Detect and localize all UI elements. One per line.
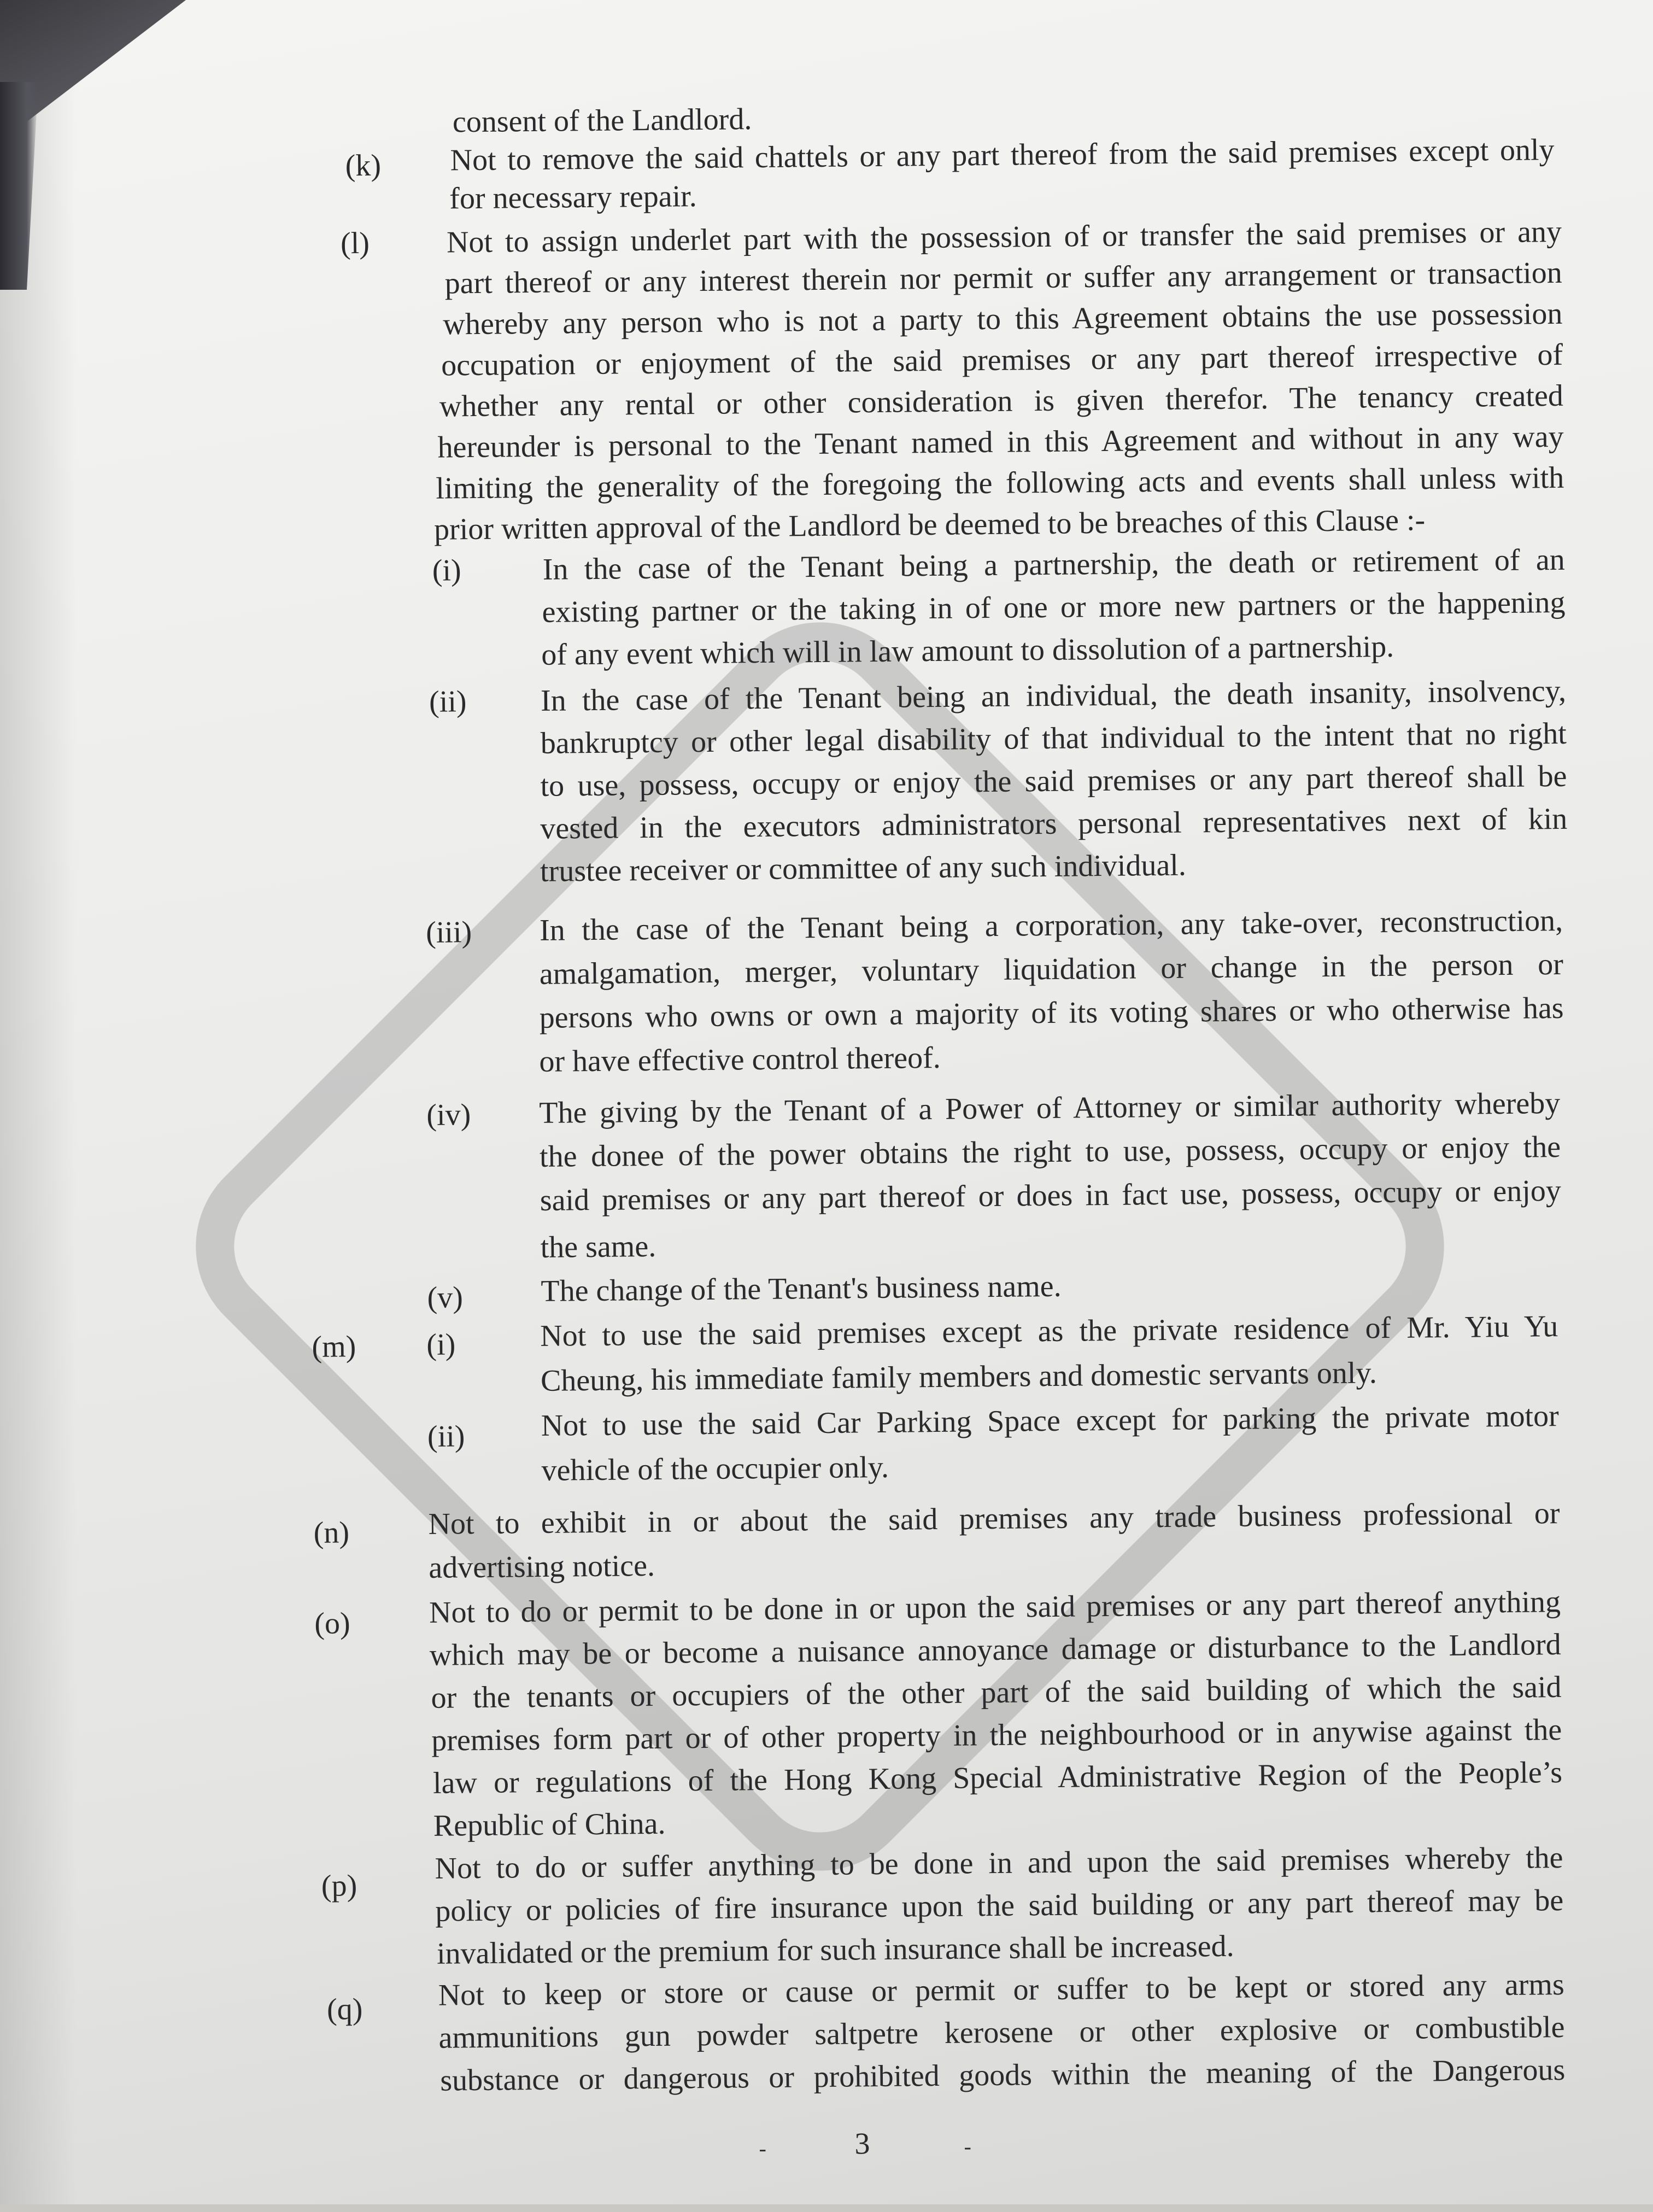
clause-p-line: policy or policies of fire insurance upon the said building or any part thereof may be <box>435 1883 1564 1928</box>
clause-k-label: (k) <box>345 148 382 183</box>
page-dash-right: - <box>964 2134 972 2159</box>
clause-o-line: law or regulations of the Hong Kong Special Administrative Region of the People’s <box>432 1755 1563 1800</box>
clause-p-label: (p) <box>321 1869 357 1903</box>
clause-m-label: (m) <box>312 1330 356 1364</box>
clause-q-line: Not to keep or store or cause or permit or suffer to be kept or stored any arms <box>438 1968 1565 2012</box>
clause-o-line: which may be or become a nuisance annoyance damage or disturbance to the Landlord <box>429 1628 1562 1672</box>
clause-l-i-line: of any event which will in law amount to dissolution of a partnership. <box>541 629 1394 672</box>
clause-l-iii-line: amalgamation, merger, voluntary liquidation or change in the person or <box>539 947 1564 991</box>
clause-l-iv-line: the same. <box>540 1229 656 1265</box>
clause-l-ii-line: bankruptcy or other legal disability of that individual to the intent that no right <box>540 716 1567 760</box>
clause-l-i-line: In the case of the Tenant being a partnership, the death or retirement of an <box>542 542 1565 587</box>
clause-l-line: part thereof or any interest therein nor permit or suffer any arrangement or transaction <box>444 255 1562 301</box>
clause-l-ii-label: (ii) <box>429 684 467 719</box>
clause-l-line: occupation or enjoyment of the said premises or any part thereof irrespective of <box>441 337 1563 383</box>
clause-m-i-line: Cheung, his immediate family members and domestic servants only. <box>540 1356 1377 1398</box>
clause-l-ii-line: In the case of the Tenant being an individual, the death insanity, insolvency, <box>540 674 1567 718</box>
clause-l-label: (l) <box>340 226 370 261</box>
clause-l-iv-line: the donee of the power obtains the right to use, possess, occupy or enjoy the <box>539 1130 1561 1174</box>
intro-line: consent of the Landlord. <box>452 102 752 139</box>
clause-l-iii-line: persons who owns or own a majority of its voting shares or who otherwise has <box>539 991 1564 1035</box>
clause-o-line: Republic of China. <box>433 1806 666 1843</box>
clause-l-iii-line: or have effective control thereof. <box>539 1040 941 1079</box>
clause-l-v-line: The change of the Tenant's business name. <box>541 1269 1062 1308</box>
clause-m-i-line: Not to use the said premises except as the private residence of Mr. Yiu Yu <box>540 1309 1558 1353</box>
page-dash-left: - <box>759 2136 767 2161</box>
clause-k-line: Not to remove the said chattels or any part thereof from the said premises except only <box>450 133 1555 178</box>
clause-p-line: Not to do or suffer anything to be done in and upon the said premises whereby the <box>435 1841 1563 1886</box>
clause-l-line: whether any rental or other consideration is given therefor. The tenancy created <box>439 378 1564 424</box>
clause-l-i-line: existing partner or the taking in of one or more new partners or the happening <box>542 585 1566 629</box>
clause-q-line: substance or dangerous or prohibited goods within the meaning of the Dangerous <box>440 2052 1566 2098</box>
clause-m-ii-line: vehicle of the occupier only. <box>541 1450 889 1488</box>
clause-o-line: or the tenants or occupiers of the other part of the said building of which the said <box>431 1670 1562 1715</box>
clause-l-line: Not to assign underlet part with the possession of or transfer the said premises or any <box>446 214 1562 260</box>
clause-l-ii-line: trustee receiver or committee of any such individual. <box>540 848 1187 888</box>
clause-q-label: (q) <box>326 1992 363 2027</box>
clause-l-iv-line: The giving by the Tenant of a Power of Attorney or similar authority whereby <box>539 1086 1561 1130</box>
clause-l-line: prior written approval of the Landlord be deemed to be breaches of this Clause :- <box>433 503 1426 547</box>
clause-l-iii-line: In the case of the Tenant being a corporation, any take-over, reconstruction, <box>539 903 1563 947</box>
clause-l-v-label: (v) <box>427 1280 464 1315</box>
clause-n-line: Not to exhibit in or about the said premises any trade business professional or <box>428 1496 1560 1541</box>
clause-m-i-label: (i) <box>426 1327 456 1362</box>
clause-k-line: for necessary repair. <box>449 179 697 216</box>
clause-l-iv-label: (iv) <box>426 1098 471 1132</box>
clause-p-line: invalidated or the premium for such insurance shall be increased. <box>436 1929 1234 1971</box>
clause-q-line: ammunitions gun powder saltpetre kerosene or other explosive or combustible <box>438 2010 1565 2055</box>
clause-m-ii-label: (ii) <box>427 1419 465 1454</box>
clause-m-ii-line: Not to use the said Car Parking Space except for parking the private motor <box>541 1399 1560 1443</box>
clause-n-line: advertising notice. <box>429 1548 655 1585</box>
page-number: 3 <box>854 2127 870 2161</box>
clause-n-label: (n) <box>313 1515 350 1550</box>
clause-l-i-label: (i) <box>432 553 461 588</box>
clause-l-line: hereunder is personal to the Tenant named in this Agreement and without in any way <box>437 419 1564 465</box>
clause-l-ii-line: to use, possess, occupy or enjoy the said premises or any part thereof shall be <box>540 759 1567 803</box>
clause-o-line: Not to do or permit to be done in or upon the said premises or any part thereof anything <box>429 1585 1561 1630</box>
clause-l-iii-label: (iii) <box>425 915 472 950</box>
clause-l-line: whereby any person who is not a party to this Agreement obtains the use possession <box>443 296 1563 342</box>
clause-l-line: limiting the generality of the foregoing the following acts and events shall unless with <box>436 460 1564 506</box>
clause-l-ii-line: vested in the executors administrators personal representatives next of kin <box>540 801 1568 846</box>
clause-o-label: (o) <box>314 1606 350 1641</box>
clause-o-line: premises form part or of other property in the neighbourhood or in anywise against the <box>431 1713 1562 1758</box>
clause-l-iv-line: said premises or any part thereof or does in fact use, possess, occupy or enjoy <box>540 1173 1562 1218</box>
